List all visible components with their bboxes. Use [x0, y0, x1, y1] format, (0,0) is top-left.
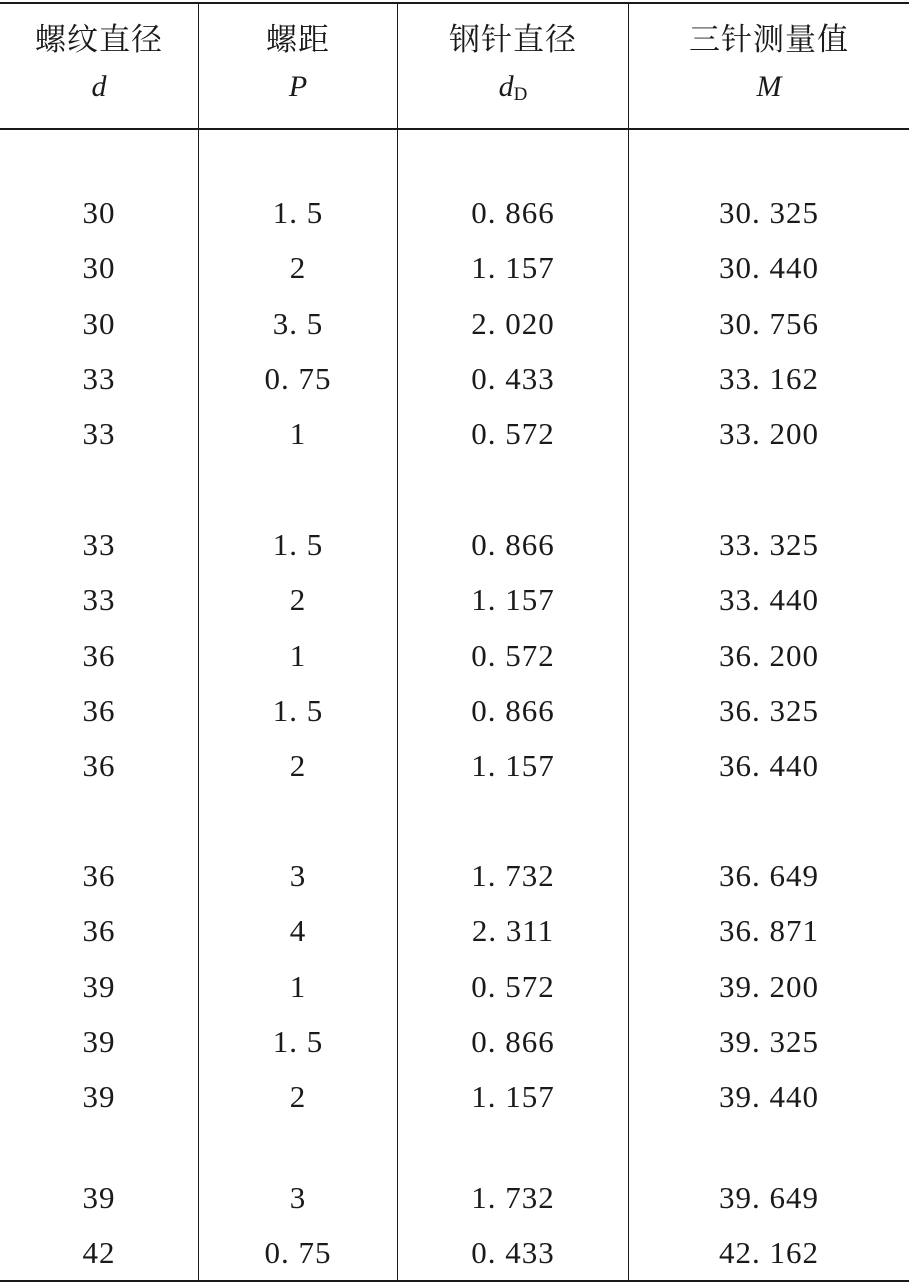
wire-diameter-cell: 2. 311: [471, 913, 555, 949]
pitch-cell: 1. 5: [272, 692, 324, 728]
wire-diameter-cell: 1. 157: [471, 582, 555, 618]
wire-diameter-cell: 0. 866: [471, 527, 555, 562]
table-row: [0, 351, 909, 406]
measurement-cell: 36. 871: [719, 913, 819, 949]
measurement-cell: 42. 162: [719, 1235, 819, 1271]
pitch-cell: 0. 75: [264, 1235, 332, 1271]
wire-diameter-cell: 0. 866: [471, 1023, 555, 1059]
measurement-cell: 36. 325: [719, 692, 819, 728]
header-thread-diameter: [0, 18, 198, 118]
thread-diameter-cell: 36: [82, 637, 116, 673]
measurement-cell: 33. 325: [719, 527, 819, 562]
measurement-cell: 33. 162: [719, 360, 819, 396]
header-wire-diameter: [398, 18, 628, 118]
thread-diameter-cell: 33: [82, 360, 116, 396]
header-symbol: d: [91, 70, 107, 103]
wire-diameter-cell: 1. 157: [471, 250, 555, 286]
header-symbol: M: [756, 70, 782, 103]
wire-diameter-cell: 0. 572: [471, 416, 555, 452]
table-row: [0, 1014, 909, 1069]
table-row: [0, 1170, 909, 1225]
pitch-cell: 3. 5: [272, 305, 324, 341]
pitch-cell: 1. 5: [272, 1023, 324, 1059]
header-label: 三针测量值: [689, 22, 849, 58]
table-row: [0, 1225, 909, 1280]
wire-diameter-cell: 0. 866: [471, 692, 555, 728]
measurement-cell: 30. 325: [719, 195, 819, 230]
header-three-wire-value: [629, 18, 909, 118]
thread-diameter-cell: 36: [82, 692, 116, 728]
pitch-cell: 1: [289, 637, 307, 673]
pitch-cell: 3: [289, 1180, 307, 1215]
table-row: [0, 572, 909, 627]
wire-diameter-cell: 0. 866: [471, 195, 555, 230]
table-row: [0, 517, 909, 572]
pitch-cell: 2: [289, 250, 307, 286]
table-row: [0, 296, 909, 351]
thread-diameter-cell: 39: [82, 968, 116, 1004]
pitch-cell: 3: [289, 858, 307, 893]
thread-diameter-cell: 33: [82, 527, 116, 562]
header-symbol: P: [288, 70, 308, 103]
header-label: 钢针直径: [449, 22, 577, 58]
measurement-cell: 39. 200: [719, 968, 819, 1004]
thread-diameter-cell: 39: [82, 1079, 116, 1115]
thread-diameter-cell: 39: [82, 1180, 116, 1215]
wire-diameter-cell: 1. 157: [471, 1079, 555, 1115]
table-bottom-rule: [0, 1280, 909, 1282]
header-label: 螺距: [266, 22, 330, 58]
thread-diameter-cell: 30: [82, 195, 116, 230]
table-row: [0, 628, 909, 683]
wire-diameter-cell: 0. 433: [471, 360, 555, 396]
measurement-cell: 36. 649: [719, 858, 819, 893]
header-symbol: $d_D$: [498, 70, 528, 105]
table-row: [0, 903, 909, 958]
table-row: [0, 959, 909, 1014]
thread-diameter-cell: 39: [82, 1023, 116, 1059]
pitch-cell: 4: [289, 913, 307, 949]
measurement-cell: 36. 440: [719, 748, 819, 784]
pitch-cell: 0. 75: [264, 360, 332, 396]
pitch-cell: 1. 5: [272, 195, 324, 230]
table-row: [0, 240, 909, 295]
table-row: [0, 738, 909, 793]
pitch-cell: 2: [289, 1079, 307, 1115]
measurement-cell: 39. 649: [719, 1180, 819, 1215]
header-label: 螺纹直径: [35, 22, 163, 58]
measurement-cell: 33. 440: [719, 582, 819, 618]
pitch-cell: 1: [289, 416, 307, 452]
measurement-cell: 33. 200: [719, 416, 819, 452]
wire-diameter-cell: 0. 572: [471, 637, 555, 673]
wire-diameter-cell: 0. 433: [471, 1235, 555, 1271]
pitch-cell: 1. 5: [272, 527, 324, 562]
thread-diameter-cell: 36: [82, 858, 116, 893]
pitch-cell: 1: [289, 968, 307, 1004]
thread-diameter-cell: 33: [82, 416, 116, 452]
thread-diameter-cell: 36: [82, 913, 116, 949]
measurement-cell: 30. 440: [719, 250, 819, 286]
thread-diameter-cell: 30: [82, 305, 116, 341]
thread-diameter-cell: 30: [82, 250, 116, 286]
measurement-cell: 39. 325: [719, 1023, 819, 1059]
pitch-cell: 2: [289, 582, 307, 618]
pitch-cell: 2: [289, 748, 307, 784]
thread-diameter-cell: 36: [82, 748, 116, 784]
thread-diameter-cell: 42: [82, 1235, 116, 1271]
thread-diameter-cell: 33: [82, 582, 116, 618]
table-row: [0, 848, 909, 903]
table-row: [0, 185, 909, 240]
measurement-cell: 36. 200: [719, 637, 819, 673]
wire-diameter-cell: 1. 157: [471, 748, 555, 784]
header-bottom-rule: [0, 128, 909, 130]
wire-diameter-cell: 2. 020: [471, 305, 555, 341]
header-pitch: [199, 18, 397, 118]
wire-diameter-cell: 0. 572: [471, 968, 555, 1004]
measurement-cell: 30. 756: [719, 305, 819, 341]
wire-diameter-cell: 1. 732: [471, 1180, 555, 1215]
table-row: [0, 1069, 909, 1124]
wire-diameter-cell: 1. 732: [471, 858, 555, 893]
measurement-cell: 39. 440: [719, 1079, 819, 1115]
table-row: [0, 683, 909, 738]
table-top-rule: [0, 2, 909, 4]
table-row: [0, 406, 909, 461]
